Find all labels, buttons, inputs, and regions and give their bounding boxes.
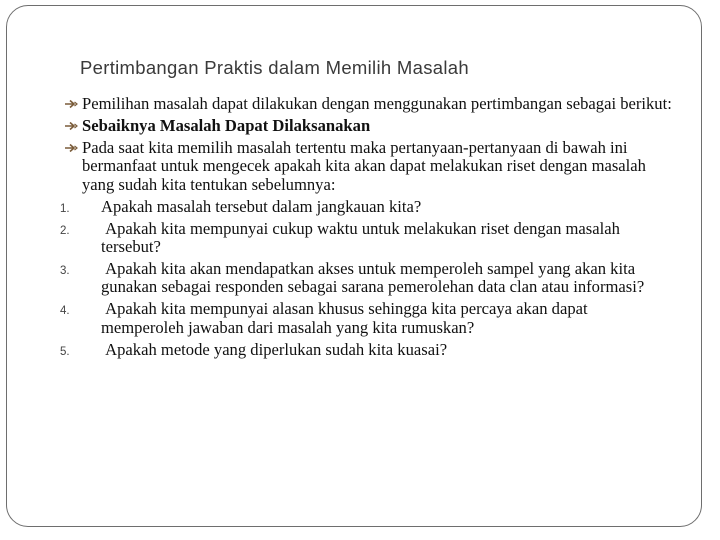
item-number: 3. [60,264,70,277]
slide-title: Pertimbangan Praktis dalam Memilih Masalah [80,57,469,78]
bullet-arrow-icon [64,143,78,153]
bullet-heading-text: Sebaiknya Masalah Dapat Dilaksanakan [82,115,371,135]
item-number: 1. [60,202,70,215]
numbered-item [0,198,672,217]
bullet-text: Pemilihan masalah dapat dilakukan dengan menggunakan pertimbangan sebagai berikut: [82,94,672,113]
numbered-item [0,341,672,360]
bullet-text: Pada saat kita memilih masalah tertentu maka pertanyaan-pertanyaan di bawah ini bermanfaat untuk mengecek apakah kita akan dapat melakukan riset dengan masalah yang sudah kita tentukan sebelumnya: [82,137,646,194]
bullet-item [0,95,672,114]
item-text: Apakah masalah tersebut dalam jangkauan kita? [101,196,422,216]
slide-body [0,95,720,359]
bullet-arrow-icon [64,99,78,109]
numbered-item [0,300,672,337]
item-number: 4. [60,305,70,318]
bullet-item [0,139,672,195]
bullet-item [0,117,672,136]
item-text: Apakah kita mempunyai alasan khusus sehingga kita percaya akan dapat memperoleh jawaban dari masalah yang kita rumuskan? [101,299,592,337]
item-number: 2. [60,224,70,237]
bullet-arrow-icon [64,121,78,131]
item-text: Apakah metode yang diperlukan sudah kita kuasai? [101,339,448,359]
item-text: Apakah kita mempunyai cukup waktu untuk melakukan riset dengan masalah tersebut? [101,218,625,257]
item-text: Apakah kita akan mendapatkan akses untuk memperoleh sampel yang akan kita gunakan sebagai responden sebagai sarana pemerolehan data clan atau informasi? [101,258,645,297]
numbered-item [0,260,672,297]
numbered-item [0,220,672,257]
item-number: 5. [60,345,70,358]
